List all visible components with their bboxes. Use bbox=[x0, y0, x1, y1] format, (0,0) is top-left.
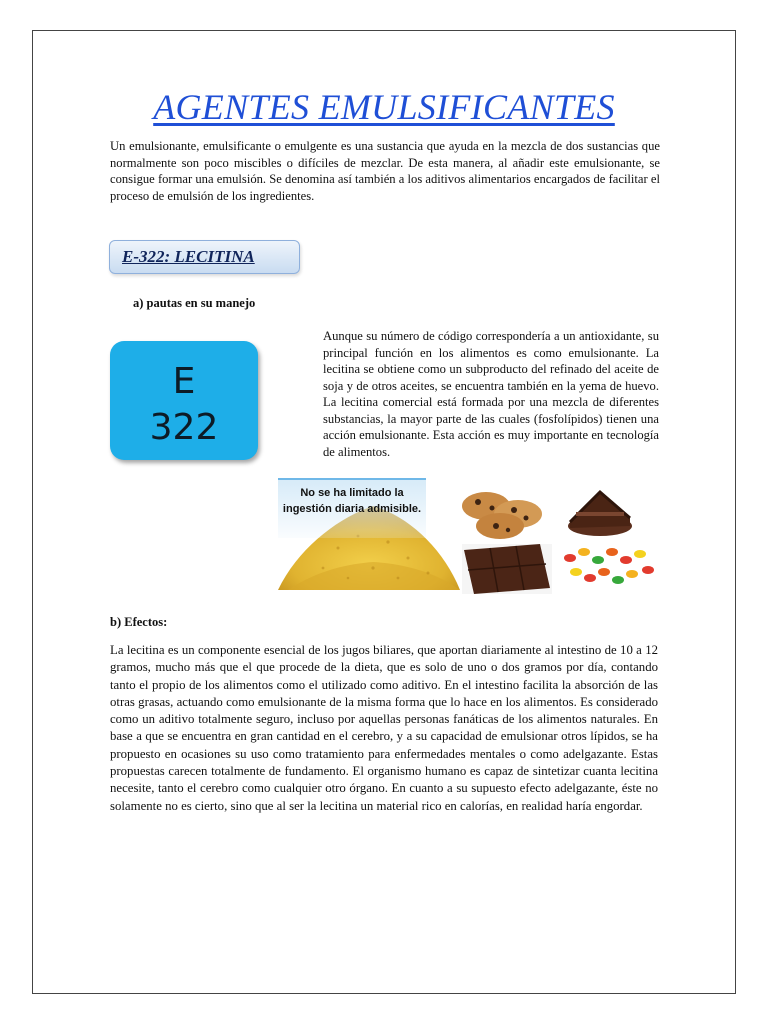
page-title: AGENTES EMULSIFICANTES bbox=[153, 87, 615, 127]
section-heading-box bbox=[109, 240, 300, 274]
chocolate-chip-cookies-photo bbox=[462, 492, 542, 539]
e322-badge bbox=[110, 341, 258, 460]
badge-number: 322 bbox=[149, 407, 219, 448]
chocolate-cake-photo bbox=[568, 492, 632, 536]
gummy-candies-photo bbox=[558, 544, 662, 594]
section-title: E-322: LECITINA bbox=[122, 247, 255, 266]
effects-paragraph: La lecitina es un componente esencial de los jugos biliares, que aportan diariamente al intestino de 10 a 12 gramos, mucho más que el que procede de la dieta, que es solo de uno o dos gramos por día, contando tanto el propio de los alimentos como el utilizado como aditivo. En el intestino facilita la absorción de las otras grasas, actuando como emulsionante de la misma forma que lo hace en los alimentos. Es considerado como un aditivo totalmente seguro, incluso por aquellas personas fanáticas de los alimentos naturales. En base a que se encuentra en gran cantidad en el cerebro, y a su capacidad de emulsionar otros lípidos, se ha propuesto en ocasiones su uso como tratamiento para enfermedades mentales o como adelgazante. Estas propuestas carecen totalmente de fundamento. El organismo humano es capaz de sintetizar cuanta lecitina necesite, tanto el cerebro como cualquier otro órgano. En cuanto a su supuesto efecto adelgazante, éste no solamente no es cierto, sino que al ser la lecitina un material rico en calorías, en realidad haría engordar. bbox=[110, 643, 658, 813]
ingestion-note-box bbox=[278, 478, 426, 538]
ingestion-note-text: No se ha limitado la ingestión diaria admisible. bbox=[282, 487, 422, 515]
badge-letter: E bbox=[172, 361, 196, 402]
subheading-efectos: b) Efectos: bbox=[110, 615, 168, 629]
chocolate-bar-photo bbox=[462, 544, 552, 594]
lecitina-description: Aunque su número de código correspondería a un antioxidante, su principal función en los alimentos es como emulsionante. La lecitina se obtiene como un subproducto del refinado del aceite de soja y de otros aceites, se encuentra también en la yema de huevo. La lecitina comercial está formada por una mezcla de diferentes substancias, la mayor parte de las cuales (fosfolípidos) tienen una acción emulsionante. Esta acción es muy importante en tecnología de alimentos. bbox=[323, 329, 659, 459]
intro-paragraph: Un emulsionante, emulsificante o emulgente es una sustancia que ayuda en la mezcla de dos sustancias que normalmente son poco miscibles o difíciles de mezclar. De esta manera, al añadir este emulsionante, se consigue formar una emulsión. Se denomina así también a los aditivos alimentarios encargados de facilitar el proceso de emulsión de los ingredientes. bbox=[110, 139, 660, 203]
subheading-pautas: a) pautas en su manejo bbox=[133, 296, 256, 310]
